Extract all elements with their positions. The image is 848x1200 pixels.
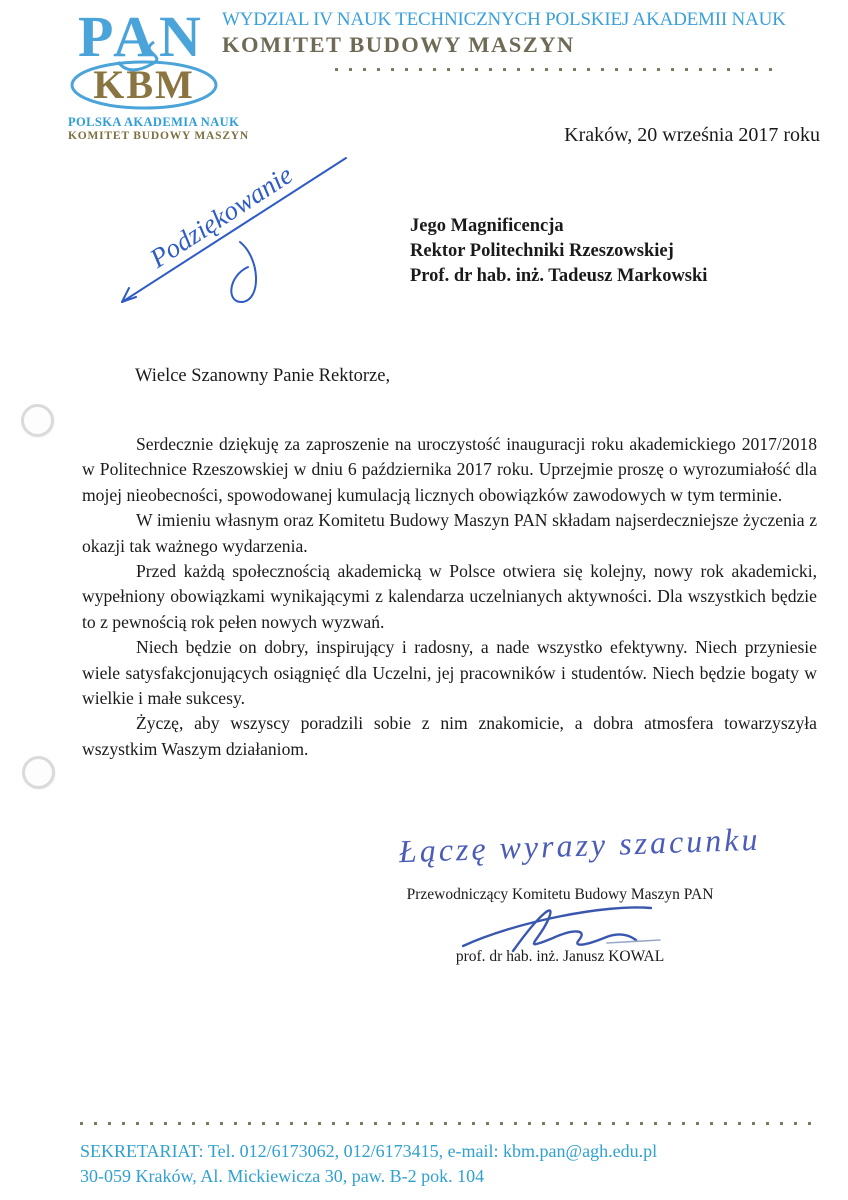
signature-stroke-1 [463,907,651,946]
note-text: Podziękowanie [144,159,298,274]
note-flourish [231,242,256,302]
recipient-honorific: Jego Magnificencja [410,216,564,236]
body-paragraph-3: Przed każdą społecznością akademicką w Polsce otwiera się kolejny, nowy rok akademicki, wypełniony obowiązkami wynikającymi z kalendarza uczelnianych aktywności. Dla wszystkich będzie to z pewnością rok pełen nowych wyzwań. [82,561,817,632]
punch-hole-bottom [22,756,55,789]
logo-acronym-kbm: KBM [93,62,195,107]
signature-block [340,886,780,966]
body-paragraph-2: W imieniu własnym oraz Komitetu Budowy Maszyn PAN składam najserdeczniejsze życzenia z okazji tak ważnego wydarzenia. [82,510,817,556]
logo-caption-kbm: KOMITET BUDOWY MASZYN [68,130,250,142]
signer-title: Przewodniczący Komitetu Budowy Maszyn PAN [406,886,714,903]
signature-scribble [455,896,665,954]
recipient-block [410,214,707,289]
handwritten-closing [388,812,773,882]
footer-dotted-rule [80,1122,812,1125]
footer-contact-line: SEKRETARIAT: Tel. 012/6173062, 012/6173415, e-mail: kbm.pan@agh.edu.pl [80,1141,658,1161]
letter-body [82,432,817,762]
punch-hole-top [21,404,54,437]
signature-stroke-3 [607,940,660,943]
body-paragraph-5: Życzę, aby wszyscy poradzili sobie z nim znakomicie, a dobra atmosfera towarzyszyła wszystkim Waszym działaniom. [82,713,817,759]
pan-kbm-logo-graphic [68,4,240,114]
signer-name: prof. dr hab. inż. Janusz KOWAL [455,948,665,965]
footer [80,1122,817,1188]
salutation: Wielce Szanowny Panie Rektorze, [135,366,391,386]
recipient-office: Rektor Politechniki Rzeszowskiej [410,241,674,261]
letterhead-committee: KOMITET BUDOWY MASZYN [222,32,575,57]
body-paragraph-1: Serdecznie dziękuję za zaproszenie na uroczystość inauguracji roku akademickiego 2017/2018 w Politechnice Rzeszowskiej w dniu 6 października 2017 roku. Uprzejmie proszę o wyrozumiałość dla mojej nieobecności, spowodowanej kumulacją licznych obowiązków zawodowych w tym terminie. [82,434,817,505]
letterhead-division: WYDZIAL IV NAUK TECHNICZNYCH POLSKIEJ AKADEMII NAUK [222,9,786,30]
pan-kbm-logo [68,4,250,142]
recipient-name: Prof. dr hab. inż. Tadeusz Markowski [410,266,708,286]
logo-acronym-pan: PAN [78,4,205,69]
logo-captions [68,115,250,142]
closing-text: Łączę wyrazy szacunku [398,820,761,870]
signature-stroke-2 [513,910,636,951]
dateline: Kraków, 20 września 2017 roku [564,124,820,146]
logo-caption-pan: POLSKA AKADEMIA NAUK [68,115,240,129]
body-paragraph-4: Niech będzie on dobry, inspirujący i radosny, a nade wszystko efektywny. Niech przyniesie wiele satysfakcjonujących osiągnięć dla Uczelni, jej pracowników i studentów. Niech będzie bogaty w wielkie i małe sukcesy. [82,637,817,709]
handwritten-note [108,150,358,320]
footer-address-line: 30-059 Kraków, Al. Mickiewicza 30, paw. B-2 pok. 104 [80,1165,485,1186]
letterhead-text [222,9,802,58]
letterhead-dotted-rule [335,68,772,71]
